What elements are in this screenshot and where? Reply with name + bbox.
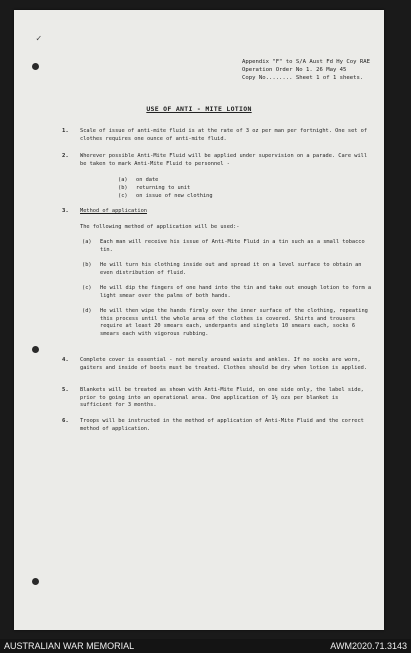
item-text: Complete cover is essential - not merely around waists and ankles. If no socks are worn, gaiters and inside of boots must be treated. Clothes should be dry when lotion is applied.	[80, 357, 368, 371]
item-number: 3.	[62, 208, 69, 214]
item-text: Scale of issue of anti-mite fluid is at the rate of 3 oz per man per fortnight. One set of clothes requires one ounce of anti-mite fluid.	[80, 128, 368, 142]
header-line: Copy No........ Sheet 1 of 1 sheets.	[242, 75, 364, 81]
item-text: Troops will be instructed in the method of application of Anti-Mite Fluid and the correct method of application.	[80, 418, 364, 432]
header-line: Appendix "F" to S/A Aust Fd Hy Coy RAE	[242, 59, 370, 65]
item-text: Blankets will be treated as shown with Anti-Mite Fluid, on one side only, the label side, prior to going into an operational area. One application of 1½ ozs per blanket is sufficient for 3 months.	[80, 387, 364, 409]
footer-institution: AUSTRALIAN WAR MEMORIAL	[4, 641, 135, 651]
item-number: 4.	[62, 357, 69, 363]
sub-text: on date	[136, 177, 159, 183]
sub-label: (c)	[118, 193, 128, 199]
sub-label: (b)	[118, 185, 128, 191]
sub-text: returning to unit	[136, 185, 191, 191]
sub-text: He will dip the fingers of one hand into the tin and take out enough lotion to form a light smear over the palms of both hands.	[100, 285, 372, 299]
punch-hole	[32, 63, 39, 70]
sub-label: (a)	[82, 239, 92, 245]
item-number: 2.	[62, 153, 69, 159]
sub-label: (d)	[82, 308, 92, 314]
item-text: Wherever possible Anti-Mite Fluid will be applied under supervision on a parade. Care will be taken to mark Anti-Mite Fluid to personnel -	[80, 153, 368, 167]
sub-text: He will then wipe the hands firmly over the inner surface of the clothing, repeating this process until the whole area of the clothes is covered. Shirts and trousers require at least 20 smears each, underpants and singlets 10 smears each, socks 6 smears each with vigorous rubbing.	[100, 308, 368, 337]
document-title: USE OF ANTI - MITE LOTION	[146, 105, 252, 113]
sub-text: He will turn his clothing inside out and spread it on a level surface to obtain an even distribution of fluid.	[100, 262, 362, 276]
footer-accession-number: AWM2020.71.3143	[330, 641, 407, 651]
document-header	[242, 58, 370, 82]
section-heading: Method of application	[80, 208, 147, 214]
check-mark-icon: ✓	[36, 34, 42, 44]
section-intro: The following method of application will be used:-	[80, 224, 240, 230]
archive-footer	[0, 639, 411, 653]
punch-hole	[32, 578, 39, 585]
sub-label: (a)	[118, 177, 128, 183]
sub-label: (b)	[82, 262, 92, 268]
item-number: 6.	[62, 418, 69, 424]
document-page	[14, 10, 384, 630]
sub-label: (c)	[82, 285, 92, 291]
item-number: 5.	[62, 387, 69, 393]
header-line: Operation Order No 1. 26 May 45	[242, 67, 347, 73]
sub-text: on issue of new clothing	[136, 193, 213, 199]
item-number: 1.	[62, 128, 69, 134]
punch-hole	[32, 346, 39, 353]
sub-text: Each man will receive his issue of Anti-Mite Fluid in a tin such as a small tobacco tin.	[100, 239, 365, 253]
